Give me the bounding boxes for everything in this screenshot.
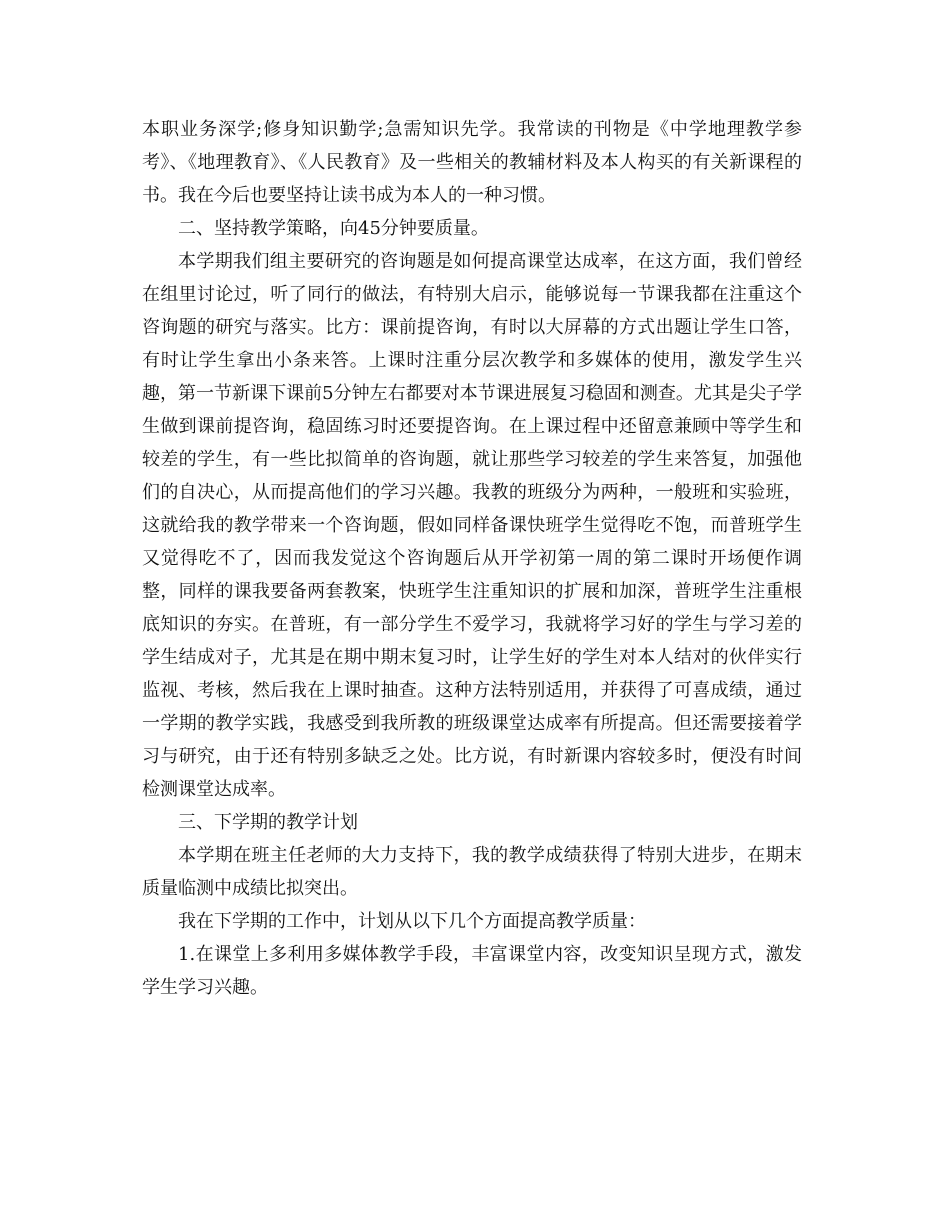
paragraph-reading-habits: 本职业务深学;修身知识勤学;急需知识先学。我常读的刊物是《中学地理教学参考》、《地理教育》、《人民教育》及一些相关的教辅材料及本人构买的有关新课程的书。我在今后也要坚持让读书成为本人的一种习惯。 — [142, 119, 802, 206]
paragraph-term-results: 本学期在班主任老师的大力支持下，我的教学成绩获得了特别大进步，在期末质量临测中成绩比拟突出。 — [142, 845, 802, 899]
section-heading-teaching-strategy: 二、坚持教学策略，向45分钟要质量。 — [178, 218, 489, 239]
section-heading-next-term-plan: 三、下学期的教学计划 — [178, 812, 358, 833]
paragraph-plan-item-1: 1.在课堂上多利用多媒体教学手段，丰富课堂内容，改变知识呈现方式，激发学生学习兴趣。 — [142, 944, 802, 998]
document-body — [142, 113, 802, 1004]
paragraph-plan-intro: 我在下学期的工作中，计划从以下几个方面提高教学质量： — [178, 911, 646, 932]
paragraph-classroom-research: 本学期我们组主要研究的咨询题是如何提高课堂达成率，在这方面，我们曾经在组里讨论过，听了同行的做法，有特别大启示，能够说每一节课我都在注重这个咨询题的研究与落实。比方：课前提咨询，有时以大屏幕的方式出题让学生口答，有时让学生拿出小条来答。上课时注重分层次教学和多媒体的使用，激发学生兴趣，第一节新课下课前5分钟左右都要对本节课进展复习稳固和测查。尤其是尖子学生做到课前提咨询，稳固练习时还要提咨询。在上课过程中还留意兼顾中等学生和较差的学生，有一些比拟简单的咨询题，就让那些学习较差的学生来答复，加强他们的自决心，从而提高他们的学习兴趣。我教的班级分为两种，一般班和实验班，这就给我的教学带来一个咨询题，假如同样备课快班学生觉得吃不饱，而普班学生又觉得吃不了，因而我发觉这个咨询题后从开学初第一周的第二课时开场便作调整，同样的课我要备两套教案，快班学生注重知识的扩展和加深，普班学生注重根底知识的夯实。在普班，有一部分学生不爱学习，我就将学习好的学生与学习差的学生结成对子，尤其是在期中期末复习时，让学生好的学生对本人结对的伙伴实行监视、考核，然后我在上课时抽查。这种方法特别适用，并获得了可喜成绩，通过一学期的教学实践，我感受到我所教的班级课堂达成率有所提高。但还需要接着学习与研究，由于还有特别多缺乏之处。比方说，有时新课内容较多时，便没有时间检测课堂达成率。 — [142, 251, 802, 800]
